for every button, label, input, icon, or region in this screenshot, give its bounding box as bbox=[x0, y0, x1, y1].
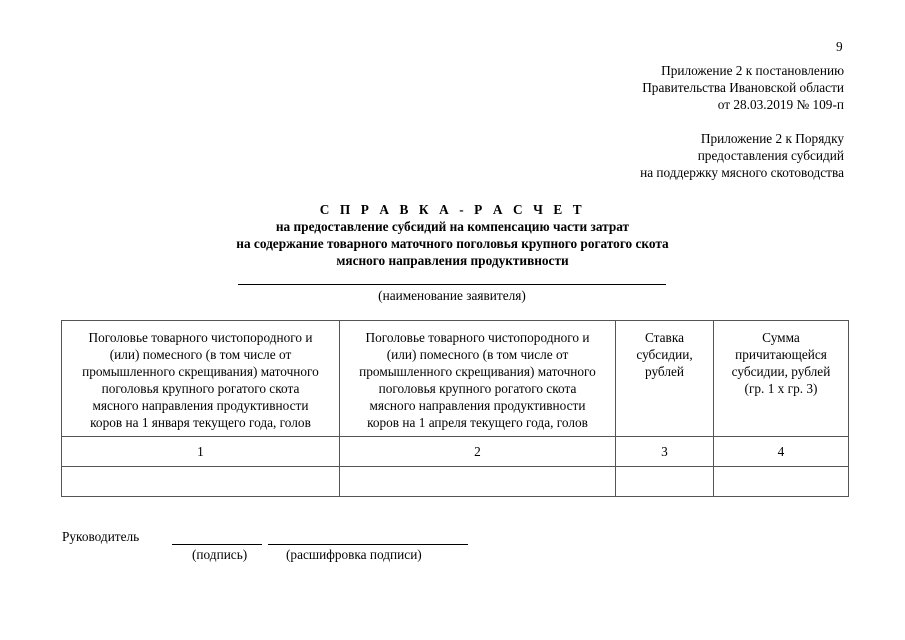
appendix-line: Приложение 2 к Порядку bbox=[700, 131, 844, 146]
header-cell-january-headcount: Поголовье товарного чистопородного и (или) помесного (в том числе от промышленного скрещивания) маточного поголовья крупного рогатого скота мясного направления продуктивности коров на 1 января текущего года, голов bbox=[62, 321, 340, 437]
signature-role-label: Руководитель bbox=[62, 529, 140, 544]
applicant-name-line[interactable] bbox=[238, 284, 666, 285]
signature-decoding-line[interactable] bbox=[268, 544, 468, 545]
data-entry-cell[interactable] bbox=[714, 467, 849, 497]
appendix-procedure-reference bbox=[640, 130, 844, 181]
appendix-line: Правительства Ивановской области bbox=[642, 80, 844, 95]
appendix-line: на поддержку мясного скотоводства bbox=[640, 165, 844, 180]
document-subtitle-line: мясного направления продуктивности bbox=[336, 253, 569, 268]
column-number-cell: 3 bbox=[616, 437, 714, 467]
appendix-decree-reference bbox=[642, 62, 844, 113]
appendix-line: предоставления субсидий bbox=[697, 148, 844, 163]
signature-decoding-caption: (расшифровка подписи) bbox=[286, 547, 422, 562]
signature-line[interactable] bbox=[172, 544, 262, 545]
page-number: 9 bbox=[836, 39, 843, 54]
document-subtitle-line: на содержание товарного маточного поголовья крупного рогатого скота bbox=[236, 236, 669, 251]
appendix-line: от 28.03.2019 № 109-п bbox=[717, 97, 844, 112]
data-entry-row[interactable] bbox=[62, 467, 849, 497]
column-number-cell: 2 bbox=[340, 437, 616, 467]
header-cell-subsidy-rate: Ставка субсидии, рублей bbox=[616, 321, 714, 437]
applicant-name-caption: (наименование заявителя) bbox=[378, 288, 526, 303]
subsidy-calculation-table bbox=[61, 320, 849, 497]
document-title-block bbox=[0, 201, 905, 269]
signature-caption: (подпись) bbox=[192, 547, 248, 562]
document-title: С П Р А В К А - Р А С Ч Е Т bbox=[319, 202, 586, 217]
column-number-cell: 4 bbox=[714, 437, 849, 467]
header-cell-april-headcount: Поголовье товарного чистопородного и (или) помесного (в том числе от промышленного скрещивания) маточного поголовья крупного рогатого скота мясного направления продуктивности коров на 1 апреля текущего года, голов bbox=[340, 321, 616, 437]
data-entry-cell[interactable] bbox=[340, 467, 616, 497]
document-subtitle-line: на предоставление субсидий на компенсацию части затрат bbox=[275, 219, 630, 234]
column-number-cell: 1 bbox=[62, 437, 340, 467]
table-header-row bbox=[62, 321, 849, 437]
header-cell-subsidy-amount: Сумма причитающейся субсидии, рублей (гр. 1 х гр. 3) bbox=[714, 321, 849, 437]
column-number-row bbox=[62, 437, 849, 467]
data-entry-cell[interactable] bbox=[62, 467, 340, 497]
data-entry-cell[interactable] bbox=[616, 467, 714, 497]
appendix-line: Приложение 2 к постановлению bbox=[661, 63, 844, 78]
